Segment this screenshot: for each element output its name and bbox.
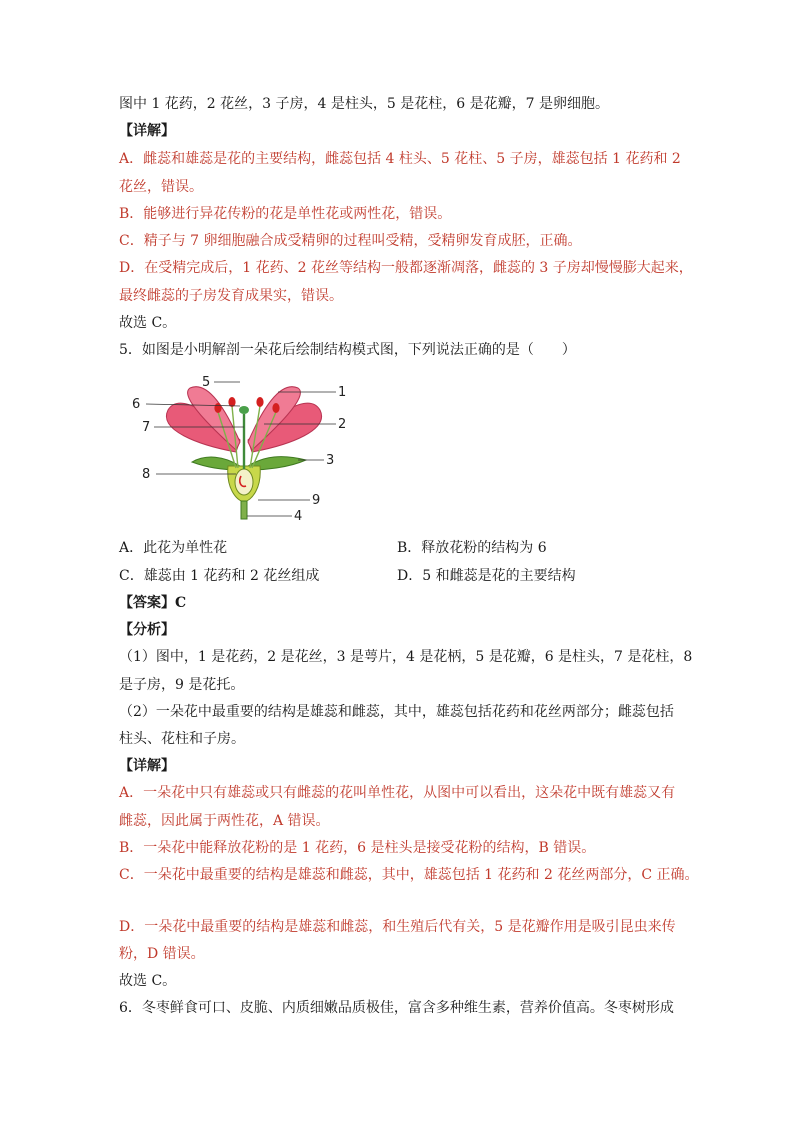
text-line: 雌蕊，因此属于两性花，A 错误。 bbox=[119, 813, 330, 829]
label-2: 2 bbox=[338, 417, 347, 432]
label-1: 1 bbox=[338, 385, 347, 400]
label-5: 5 bbox=[202, 375, 211, 390]
text-line: B．一朵花中能释放花粉的是 1 花药，6 是柱头是接受花粉的结构，B 错误。 bbox=[119, 840, 596, 856]
text-line: A．一朵花中只有雄蕊或只有雌蕊的花叫单性花，从图中可以看出，这朵花中既有雄蕊又有 bbox=[119, 785, 676, 801]
question-stem: 5．如图是小明解剖一朵花后绘制结构模式图，下列说法正确的是（ ） bbox=[119, 342, 576, 358]
pedicel bbox=[241, 501, 247, 519]
label-3: 3 bbox=[326, 453, 335, 468]
option-b: B．释放花粉的结构为 6 bbox=[397, 540, 547, 556]
option-d: D．5 和雌蕊是花的主要结构 bbox=[397, 568, 576, 584]
label-7: 7 bbox=[142, 420, 151, 435]
stigma bbox=[239, 406, 249, 414]
text-line: 柱头、花柱和子房。 bbox=[119, 731, 245, 747]
anther-4 bbox=[272, 403, 279, 413]
section-heading: 【详解】 bbox=[119, 758, 175, 774]
text-line: C．一朵花中最重要的结构是雄蕊和雌蕊，其中，雄蕊包括 1 花药和 2 花丝两部分，C 正确。 bbox=[119, 867, 699, 883]
answer-line: 【答案】C bbox=[119, 595, 187, 611]
label-9: 9 bbox=[312, 493, 321, 508]
text-line: D．在受精完成后，1 花药、2 花丝等结构一般都逐渐凋落，雌蕊的 3 子房却慢慢膨大起来， bbox=[119, 260, 693, 276]
label-4: 4 bbox=[294, 509, 303, 522]
section-heading: 【详解】 bbox=[119, 123, 175, 139]
text-line: 粉，D 错误。 bbox=[119, 946, 205, 962]
section-heading: 【分析】 bbox=[119, 622, 175, 638]
text-line: B．能够进行异花传粉的花是单性花或两性花，错误。 bbox=[119, 206, 452, 222]
text-line: D．一朵花中最重要的结构是雄蕊和雌蕊，和生殖后代有关，5 是花瓣作用是吸引昆虫来传 bbox=[119, 919, 676, 935]
option-a: A．此花为单性花 bbox=[119, 540, 228, 556]
option-c: C．雄蕊由 1 花药和 2 花丝组成 bbox=[119, 568, 320, 584]
flower-diagram bbox=[128, 370, 360, 522]
text-line: 故选 C。 bbox=[119, 315, 177, 331]
label-8: 8 bbox=[142, 467, 151, 482]
label-6: 6 bbox=[132, 397, 141, 412]
text-line: 图中 1 花药，2 花丝，3 子房，4 是柱头，5 是花柱，6 是花瓣，7 是卵细胞。 bbox=[119, 96, 609, 112]
flower-structure-figure bbox=[128, 370, 360, 522]
text-line: C．精子与 7 卵细胞融合成受精卵的过程叫受精，受精卵发育成胚，正确。 bbox=[119, 233, 582, 249]
anther-1 bbox=[214, 403, 221, 413]
text-line: 花丝，错误。 bbox=[119, 179, 203, 195]
text-line: （2）一朵花中最重要的结构是雄蕊和雌蕊，其中，雄蕊包括花药和花丝两部分；雌蕊包括 bbox=[119, 704, 674, 720]
ovary bbox=[235, 469, 253, 495]
text-line: 故选 C。 bbox=[119, 973, 177, 989]
text-line: 最终雌蕊的子房发育成果实，错误。 bbox=[119, 288, 343, 304]
question-stem: 6．冬枣鲜食可口、皮脆、内质细嫩品质极佳，富含多种维生素，营养价值高。冬枣树形成 bbox=[119, 1000, 674, 1016]
text-line: 是子房，9 是花托。 bbox=[119, 677, 245, 693]
anther-3 bbox=[256, 397, 263, 407]
text-line: A．雌蕊和雄蕊是花的主要结构，雌蕊包括 4 柱头、5 花柱、5 子房，雄蕊包括 1 花药和 2 bbox=[119, 151, 681, 167]
text-line: （1）图中，1 是花药，2 是花丝，3 是萼片，4 是花柄，5 是花瓣，6 是柱头，7 是花柱，8 bbox=[119, 649, 693, 665]
